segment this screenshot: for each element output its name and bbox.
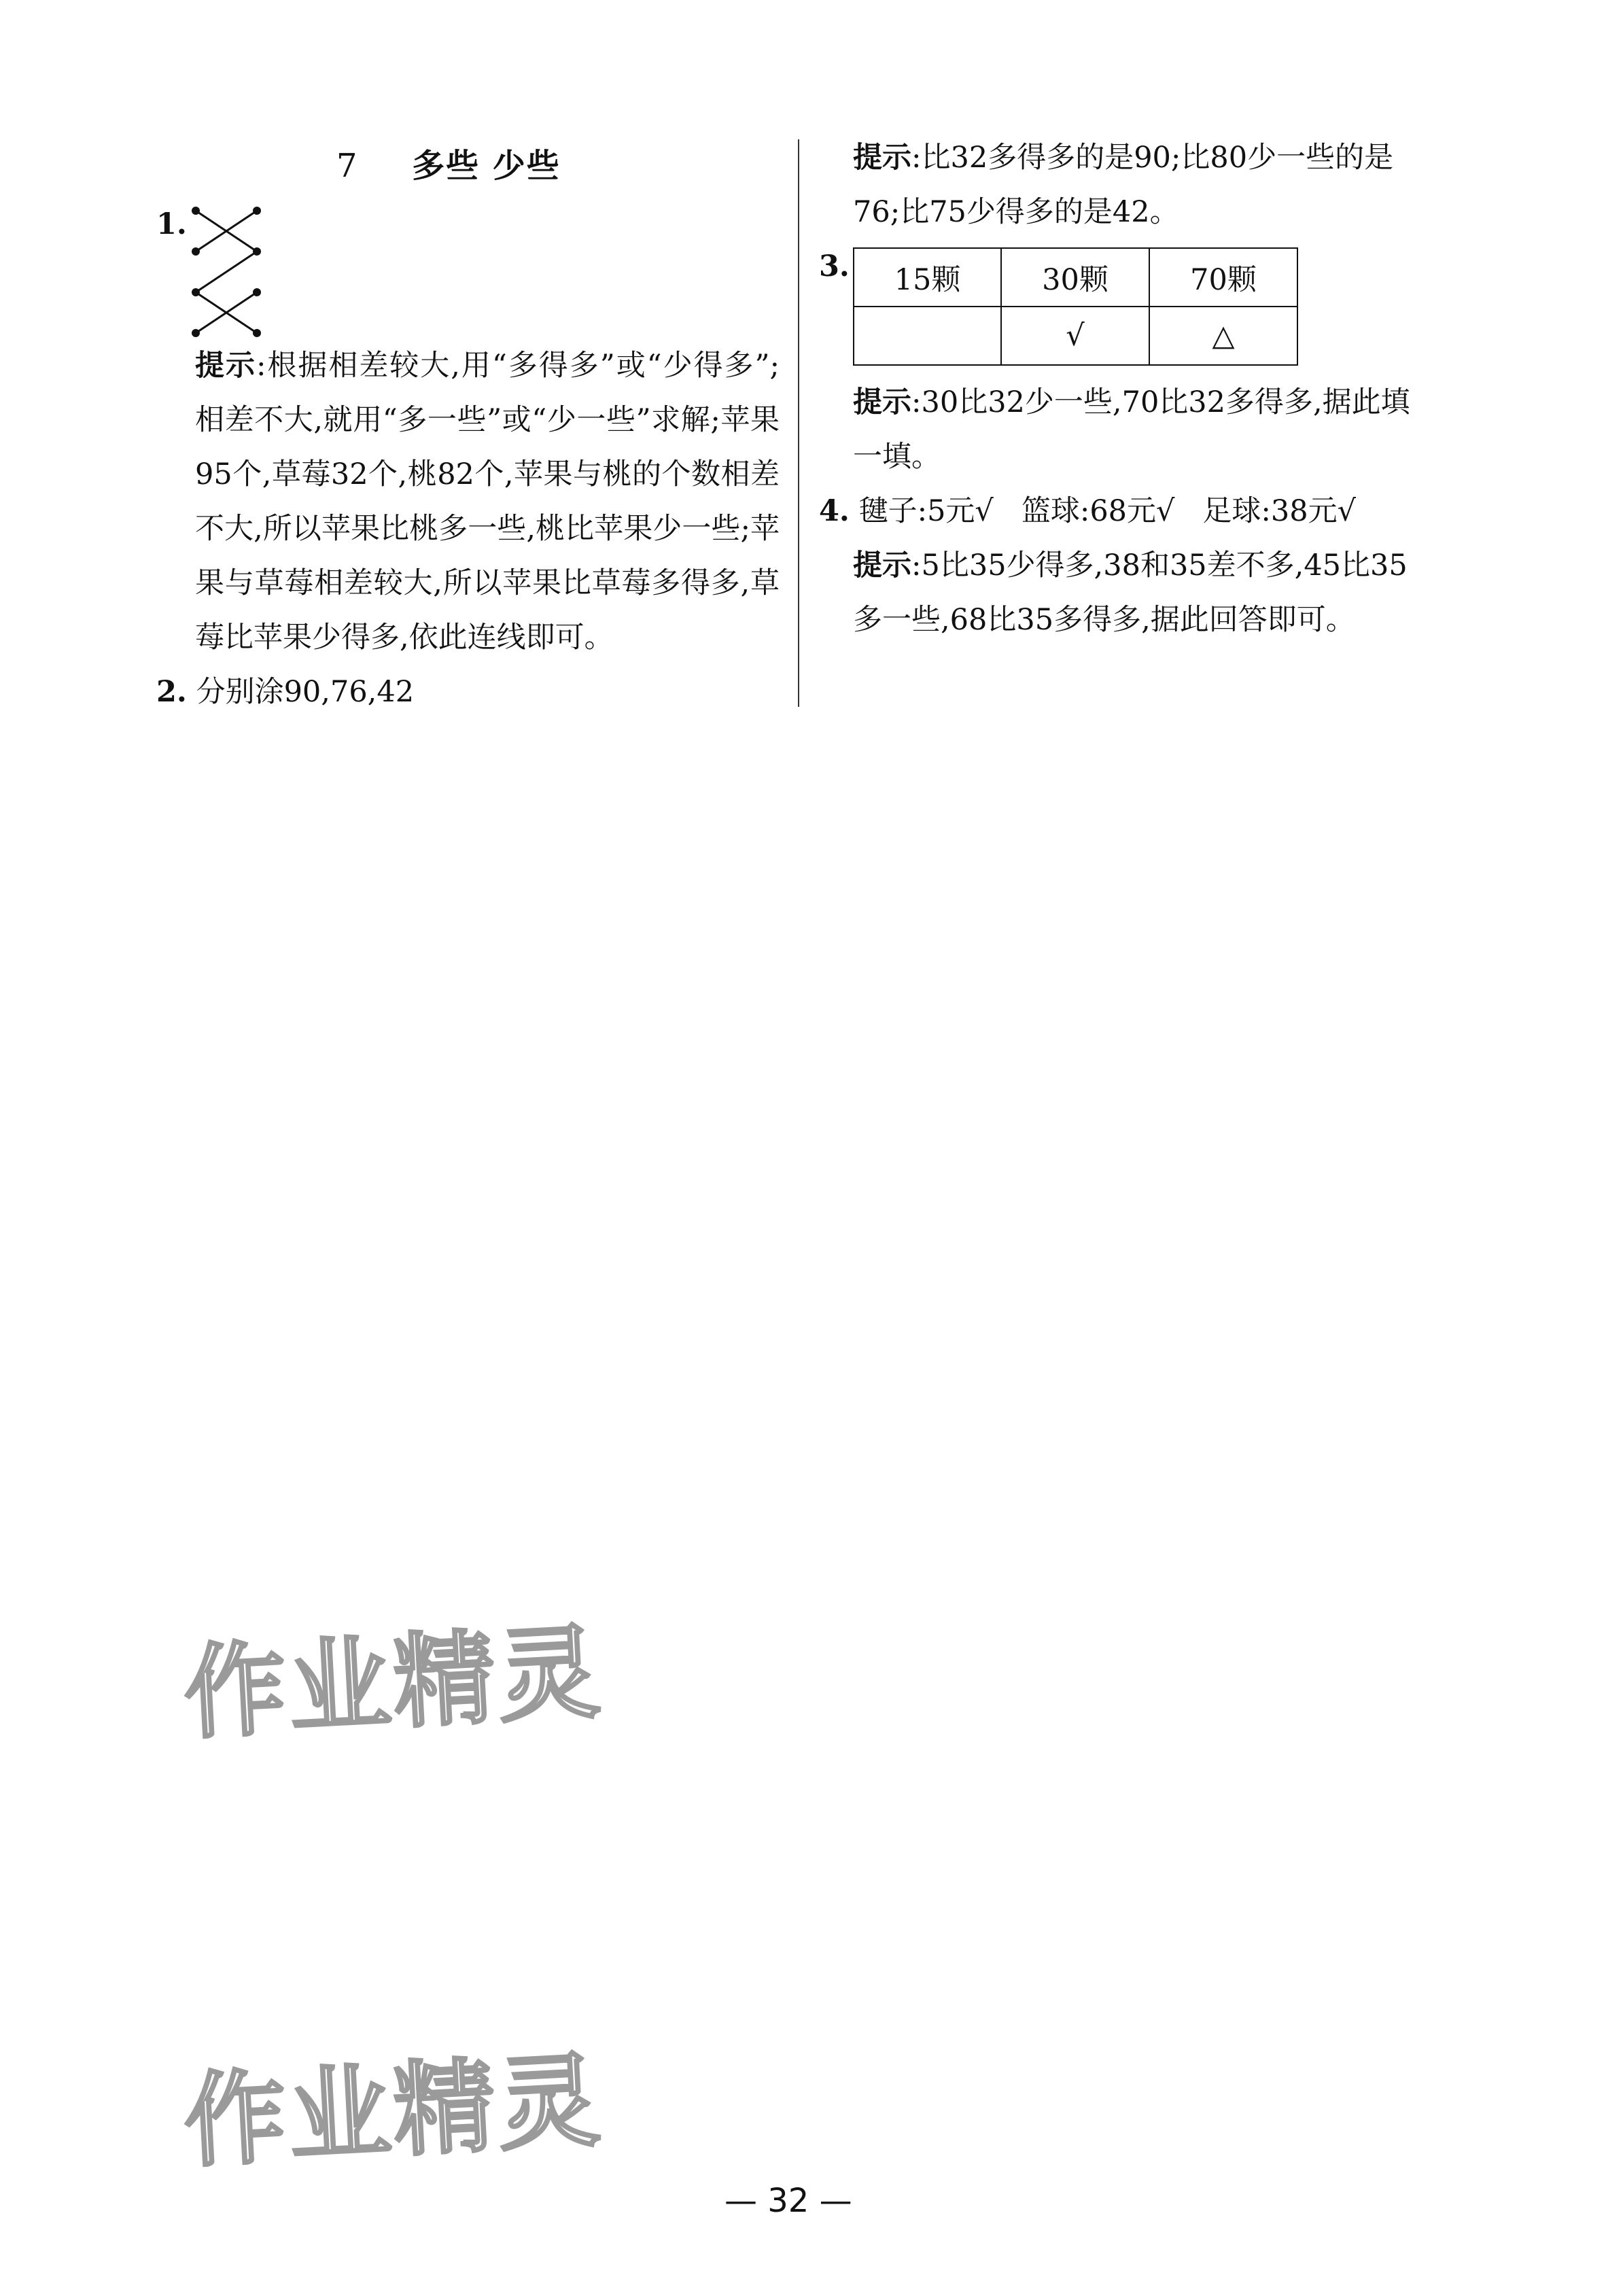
match-dot <box>253 207 261 215</box>
watermark: 作业精灵 <box>181 1613 606 1754</box>
section-title <box>336 139 561 186</box>
table-cell: △ <box>1149 307 1297 365</box>
question-2-label: 2 <box>156 675 177 709</box>
page-number: — 32 — <box>725 2182 852 2220</box>
hint-label: 提示 <box>853 549 911 582</box>
table-header-cell: 30颗 <box>1001 248 1149 307</box>
question-3-hint-line-2: 一填。 <box>853 440 941 474</box>
question-4-answer: 毽子:5元√ 篮球:68元√ 足球:38元√ <box>858 494 1357 528</box>
question-1-label: 1. <box>156 207 187 241</box>
match-dot <box>192 288 200 296</box>
question-3-hint-line-1: 提示:30比32少一些,70比32多得多,据此填 <box>853 385 1410 419</box>
question-4-hint-line-1: 提示:5比35少得多,38和35差不多,45比35 <box>853 549 1408 582</box>
hint-label: 提示 <box>853 385 911 419</box>
table-header-cell: 70颗 <box>1149 248 1297 307</box>
question-4-label: 4 <box>819 494 839 528</box>
table-header-row <box>854 248 1297 307</box>
table-row <box>854 307 1297 365</box>
question-4: 4. 毽子:5元√ 篮球:68元√ 足球:38元√ <box>819 494 1357 528</box>
question-2: 2. 分别涂90,76,42 <box>156 675 415 709</box>
section-number: 7 <box>336 147 357 185</box>
match-dot <box>253 329 261 337</box>
hint-label: 提示 <box>853 141 911 175</box>
question-2-hint-line-1: 提示:比32多得多的是90;比80少一些的是 <box>853 141 1394 175</box>
table-cell <box>854 307 1001 365</box>
question-1-hint <box>195 338 780 665</box>
table-cell: √ <box>1001 307 1149 365</box>
match-dot <box>192 247 200 256</box>
answer-table <box>853 247 1298 366</box>
question-3-label: 3. <box>819 249 850 283</box>
watermark: 作业精灵 <box>181 2041 606 2182</box>
match-dot <box>192 207 200 215</box>
match-dot <box>192 329 200 337</box>
question-2-hint-line-2: 76;比75少得多的是42。 <box>853 195 1179 229</box>
section-title-text: 多些 少些 <box>412 147 561 185</box>
match-line <box>196 251 257 292</box>
table-header-cell: 15颗 <box>854 248 1001 307</box>
match-dot <box>253 247 261 256</box>
question-2-answer: 分别涂90,76,42 <box>196 675 415 709</box>
hint-label: 提示 <box>195 349 256 383</box>
hint-text: :根据相差较大,用“多得多”或“少得多”;相差不大,就用“多一些”或“少一些”求解;苹果95个,草莓32个,桃82个,苹果与桃的个数相差不大,所以苹果比桃多一些,桃比苹果少一些;苹果与草莓相差较大,所以苹果比草莓多得多,草莓比苹果少得多,依此连线即可。 <box>195 349 780 655</box>
match-dot <box>253 288 261 296</box>
column-divider <box>798 139 799 707</box>
question-4-hint-line-2: 多一些,68比35多得多,据此回答即可。 <box>853 603 1355 637</box>
matching-diagram <box>184 197 272 347</box>
